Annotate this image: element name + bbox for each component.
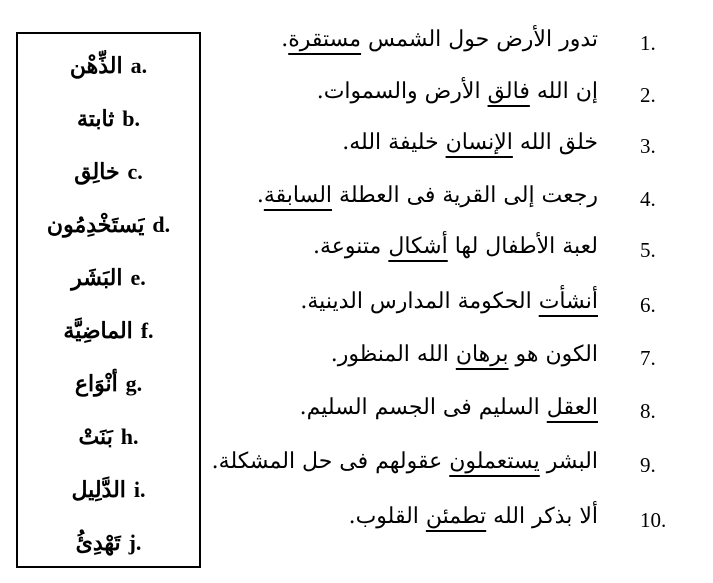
- option-letter: i.: [133, 477, 146, 502]
- underlined-word: فالق: [487, 79, 530, 104]
- sentence-text: الأرض والسموات.: [316, 79, 488, 104]
- sentence-number: 3.: [640, 134, 656, 158]
- option-e: [18, 260, 199, 294]
- sentence-number: 1.: [640, 31, 656, 55]
- sentence-number: 9.: [640, 453, 656, 477]
- option-f: [18, 313, 199, 347]
- sentence-number: 5.: [640, 238, 656, 262]
- option-word: خالِق: [74, 159, 120, 185]
- option-b: [18, 101, 199, 135]
- sentence-number: 2.: [640, 83, 656, 107]
- option-word: يَستَخْدِمُون: [46, 212, 145, 238]
- option-word: البَشَر: [71, 265, 123, 291]
- option-letter: j.: [128, 530, 142, 555]
- sentence-number: 8.: [640, 399, 656, 423]
- option-i: [18, 472, 199, 506]
- sentence-text: .: [256, 183, 264, 208]
- sentence-text: خلق الله: [512, 130, 598, 155]
- sentence-10: [349, 501, 598, 535]
- sentence-number: 6.: [640, 293, 656, 317]
- sentence-text: ألا بذكر الله: [486, 504, 598, 529]
- sentence-7: [331, 339, 598, 373]
- sentence-number: 4.: [640, 187, 656, 211]
- sentence-number: 10.: [640, 508, 667, 532]
- option-h: [18, 419, 199, 453]
- sentence-text: رجعت إلى القرية فى العطلة: [332, 183, 598, 208]
- sentence-text: الله المنظور.: [330, 342, 456, 367]
- sentence-text: .: [281, 27, 289, 52]
- option-a: [18, 48, 199, 82]
- sentence-text: إن الله: [529, 79, 598, 104]
- sentence-text: خليفة الله.: [342, 130, 446, 155]
- sentence-text: لعبة الأطفال لها: [447, 234, 598, 259]
- option-g: [18, 366, 199, 400]
- sentence-number: 7.: [640, 346, 656, 370]
- option-letter: d.: [152, 212, 171, 237]
- sentence-text: الكون هو: [508, 342, 598, 367]
- option-d: [18, 207, 199, 241]
- sentence-6: [300, 286, 598, 320]
- underlined-word: أنشأت: [538, 289, 598, 314]
- option-letter: h.: [120, 424, 139, 449]
- sentence-text: الحكومة المدارس الدينية.: [300, 289, 539, 314]
- sentence-text: عقولهم فى حل المشكلة.: [211, 449, 450, 474]
- underlined-word: العقل: [546, 395, 598, 420]
- sentence-4: [257, 180, 598, 214]
- underlined-word: يستعملون: [449, 449, 540, 474]
- option-letter: f.: [140, 318, 154, 343]
- option-letter: c.: [127, 159, 143, 184]
- sentence-9: [212, 446, 598, 480]
- underlined-word: تطمئن: [425, 504, 487, 529]
- sentence-text: متنوعة.: [313, 234, 389, 259]
- underlined-word: الإنسان: [445, 130, 513, 155]
- option-letter: b.: [122, 106, 141, 131]
- sentence-text: البشر: [539, 449, 598, 474]
- sentence-text: تدور الأرض حول الشمس: [361, 27, 598, 52]
- option-j: [18, 525, 199, 559]
- option-word: بَنَتْ: [78, 424, 113, 450]
- sentence-5: [313, 231, 598, 265]
- sentence-text: السليم فى الجسم السليم.: [299, 395, 547, 420]
- underlined-word: برهان: [455, 342, 509, 367]
- sentence-8: [300, 392, 598, 426]
- underlined-word: السابقة: [263, 183, 333, 208]
- sentence-text: القلوب.: [348, 504, 426, 529]
- option-word: الدَّلِيل: [71, 477, 126, 503]
- option-letter: g.: [125, 371, 143, 396]
- sentence-3: [342, 127, 598, 161]
- option-word: تَهْدِئُ: [75, 530, 121, 556]
- option-word: أنْوَاع: [74, 371, 118, 397]
- option-c: [18, 154, 199, 188]
- underlined-word: مستقرة: [288, 27, 362, 52]
- sentence-1: [281, 24, 598, 58]
- option-word: الذِّهْن: [69, 53, 123, 79]
- underlined-word: أشكال: [388, 234, 448, 259]
- option-word: ثابتة: [76, 106, 115, 132]
- option-word: الماضِيَّة: [63, 318, 133, 344]
- option-letter: e.: [130, 265, 146, 290]
- sentence-2: [317, 76, 598, 110]
- option-letter: a.: [130, 53, 148, 78]
- answer-options-box: [16, 32, 201, 568]
